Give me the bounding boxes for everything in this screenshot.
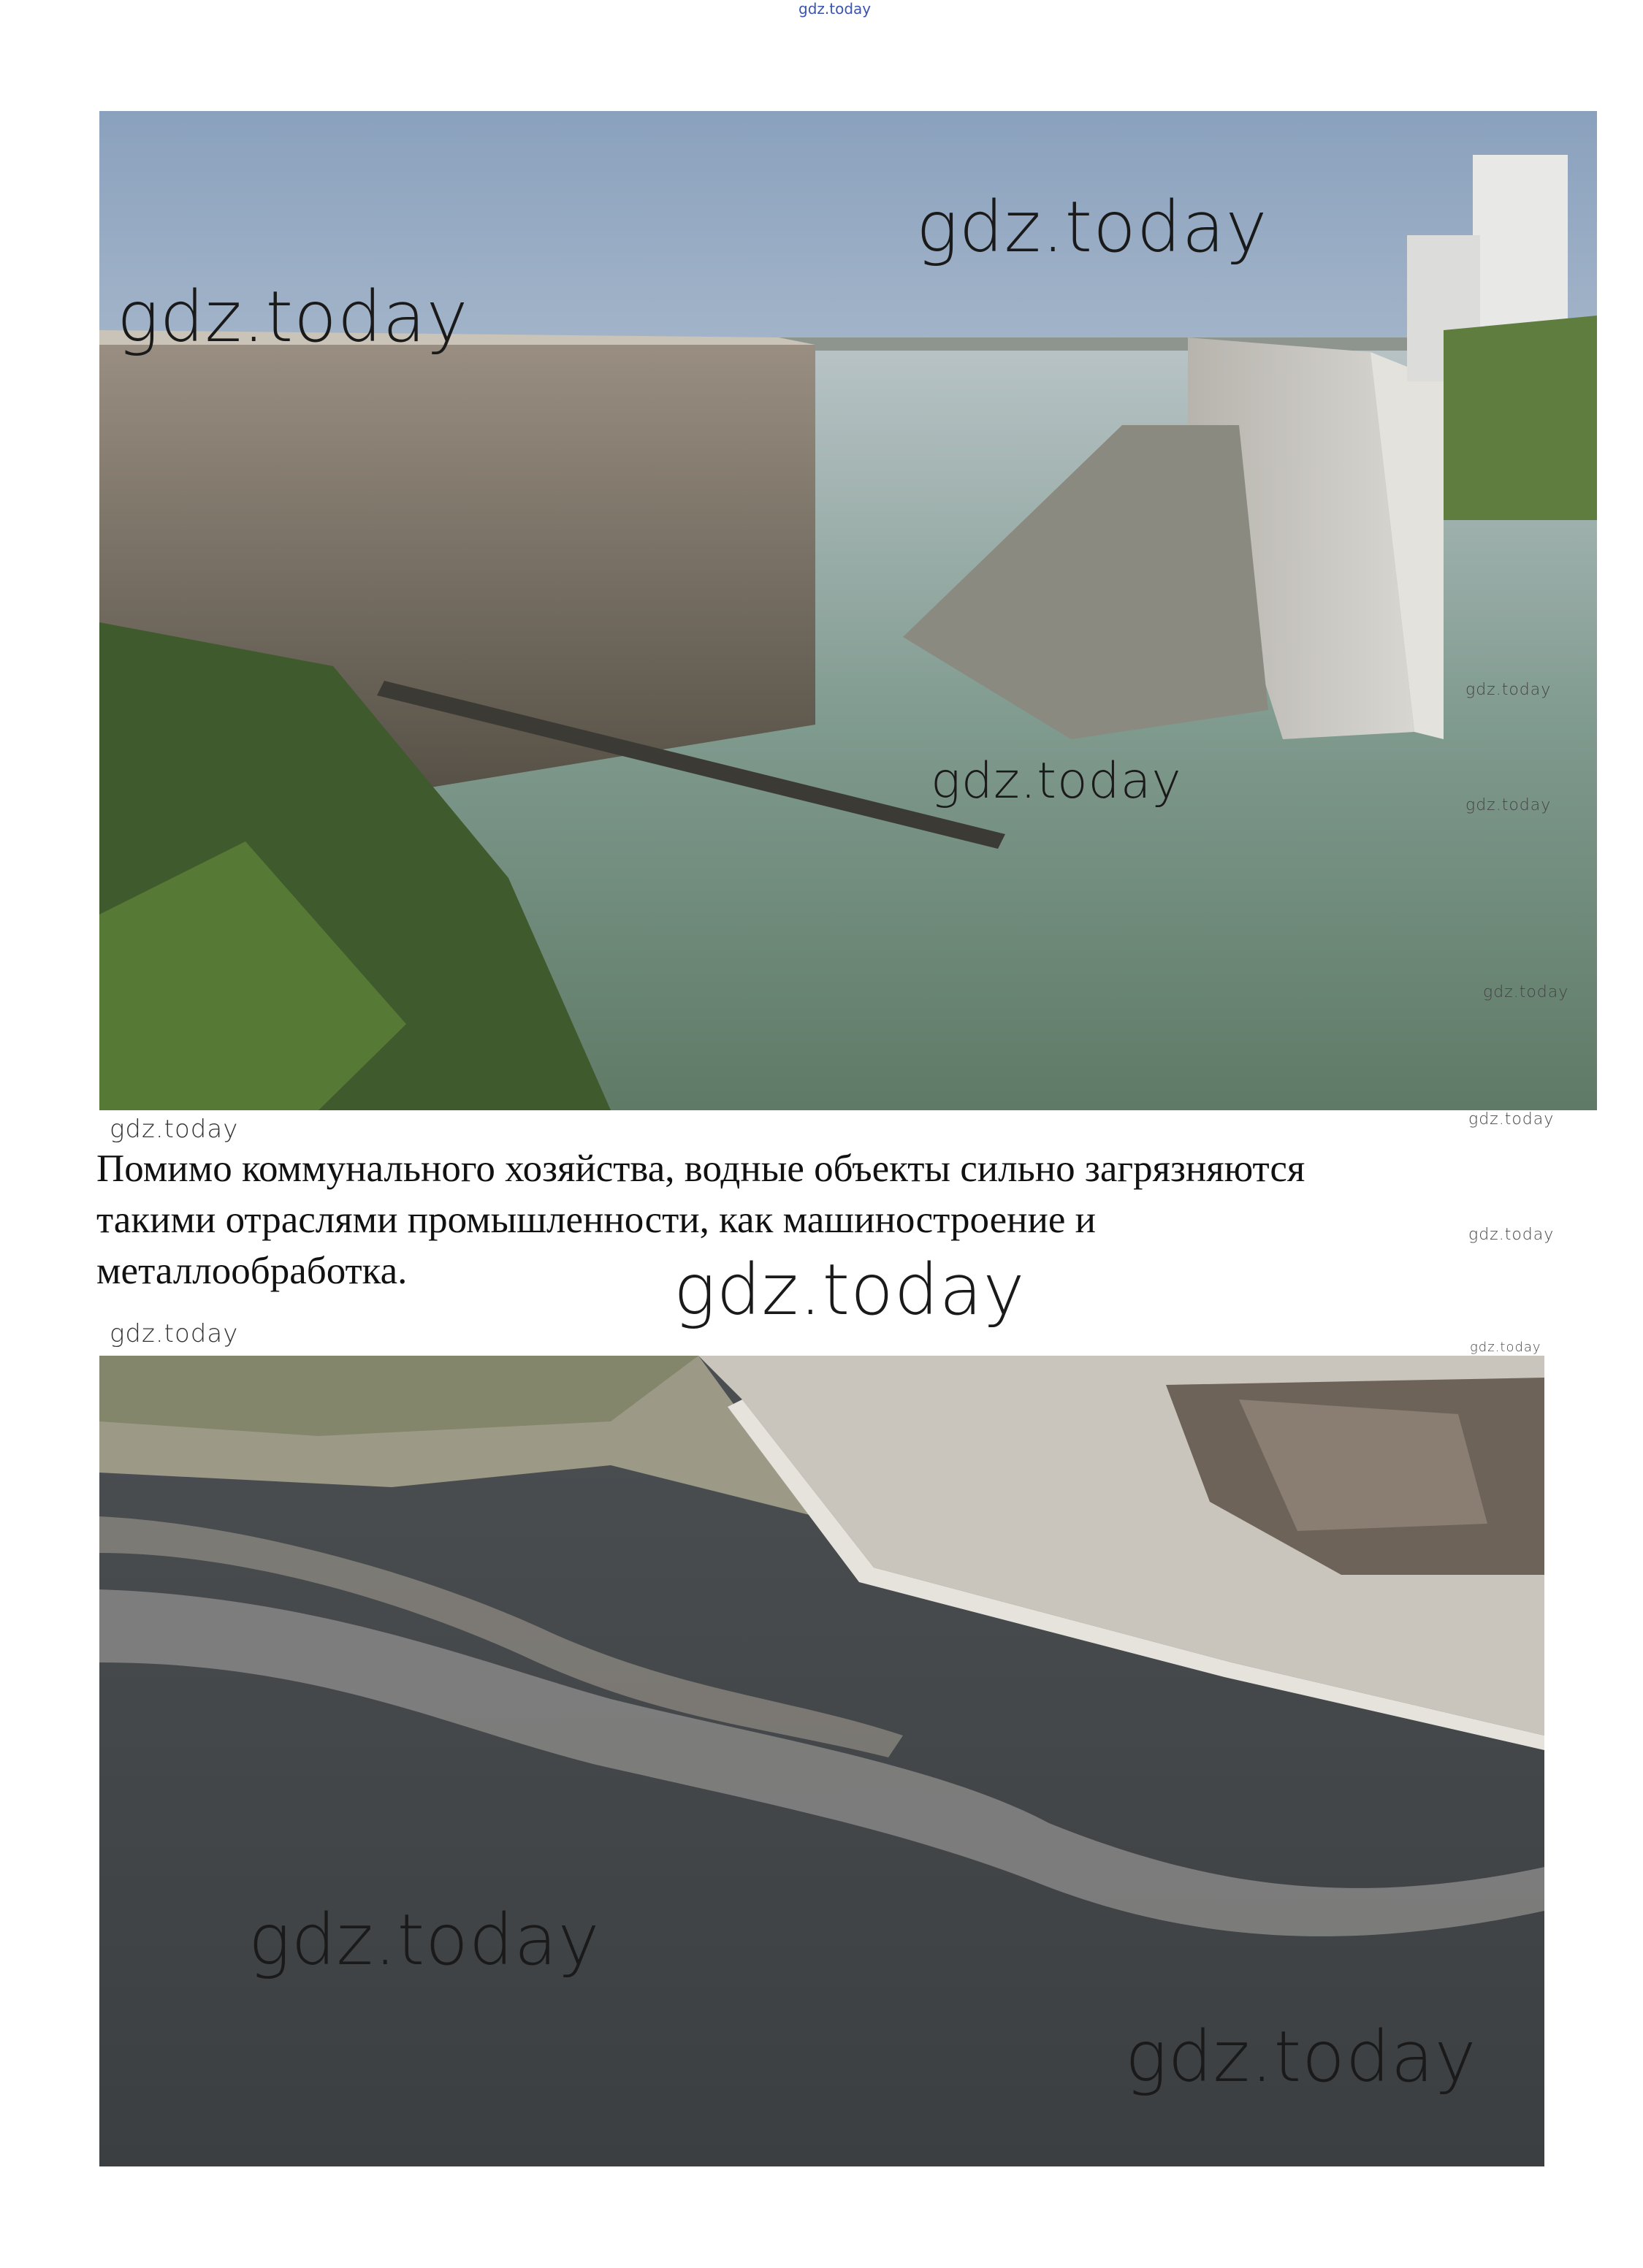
watermark: gdz.today (1468, 1226, 1555, 1244)
watermark: gdz.today (1125, 2016, 1477, 2098)
watermark: gdz.today (117, 276, 469, 358)
watermark: gdz.today (916, 186, 1268, 268)
watermark: gdz.today (931, 752, 1182, 810)
watermark: gdz.today (674, 1249, 1026, 1331)
watermark: gdz.today (1483, 983, 1569, 1001)
caption-line: металлообработка. (96, 1250, 408, 1292)
caption-line: такими отраслями промышленности, как машиностроение и (96, 1199, 1097, 1241)
header-watermark: gdz.today (798, 0, 872, 18)
caption-line: Помимо коммунального хозяйства, водные объекты сильно загрязняются (96, 1148, 1305, 1190)
watermark: gdz.today (110, 1319, 239, 1348)
watermark: gdz.today (248, 1899, 601, 1981)
embankment-photo (99, 111, 1597, 1110)
watermark: gdz.today (1468, 1110, 1555, 1129)
watermark: gdz.today (110, 1115, 239, 1144)
watermark: gdz.today (1470, 1340, 1541, 1355)
watermark: gdz.today (1465, 681, 1552, 699)
watermark: gdz.today (1465, 796, 1552, 814)
